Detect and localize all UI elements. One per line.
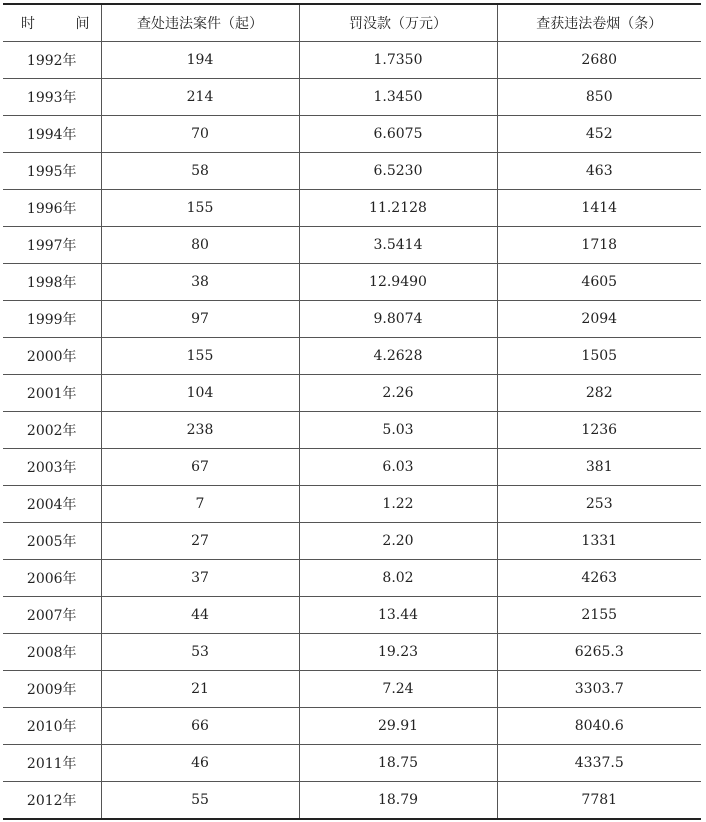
cell-year: 1999年 [3,301,101,338]
table-row [3,190,701,227]
table-row [3,708,701,745]
table-row [3,338,701,375]
cell-cases: 37 [101,560,299,597]
table-row [3,486,701,523]
cell-year: 2004年 [3,486,101,523]
cell-cigarettes: 1414 [497,190,701,227]
cell-fines: 5.03 [299,412,497,449]
cell-fines: 18.79 [299,782,497,820]
cell-year: 1996年 [3,190,101,227]
cell-cases: 80 [101,227,299,264]
cell-fines: 7.24 [299,671,497,708]
cell-year: 1997年 [3,227,101,264]
table-row [3,375,701,412]
table-row [3,634,701,671]
cell-cigarettes: 850 [497,79,701,116]
cell-fines: 6.5230 [299,153,497,190]
cell-cigarettes: 6265.3 [497,634,701,671]
table-row [3,597,701,634]
cell-cases: 104 [101,375,299,412]
cell-fines: 13.44 [299,597,497,634]
table-row [3,264,701,301]
cell-cigarettes: 3303.7 [497,671,701,708]
cell-cigarettes: 2155 [497,597,701,634]
cell-year: 2005年 [3,523,101,560]
table-header-row [3,4,701,42]
cell-fines: 12.9490 [299,264,497,301]
enforcement-statistics-table [3,3,701,820]
cell-cigarettes: 1236 [497,412,701,449]
cell-year: 2000年 [3,338,101,375]
cell-cases: 70 [101,116,299,153]
cell-fines: 11.2128 [299,190,497,227]
cell-year: 2007年 [3,597,101,634]
cell-fines: 29.91 [299,708,497,745]
cell-cases: 21 [101,671,299,708]
cell-cases: 38 [101,264,299,301]
header-cigarettes: 查获违法卷烟（条） [497,4,701,42]
header-cases: 查处违法案件（起） [101,4,299,42]
cell-cigarettes: 253 [497,486,701,523]
cell-year: 1993年 [3,79,101,116]
cell-year: 2006年 [3,560,101,597]
cell-cigarettes: 4605 [497,264,701,301]
cell-cases: 53 [101,634,299,671]
table-row [3,671,701,708]
header-time: 时 间 [3,4,101,42]
table-row [3,449,701,486]
cell-fines: 1.7350 [299,42,497,79]
cell-year: 2001年 [3,375,101,412]
cell-cases: 58 [101,153,299,190]
cell-year: 1992年 [3,42,101,79]
cell-cases: 27 [101,523,299,560]
cell-cases: 55 [101,782,299,820]
cell-cases: 44 [101,597,299,634]
cell-year: 1995年 [3,153,101,190]
cell-fines: 1.22 [299,486,497,523]
cell-cases: 155 [101,338,299,375]
cell-cigarettes: 7781 [497,782,701,820]
table-row [3,412,701,449]
cell-fines: 8.02 [299,560,497,597]
cell-cigarettes: 2094 [497,301,701,338]
cell-cases: 67 [101,449,299,486]
table-row [3,153,701,190]
cell-fines: 6.6075 [299,116,497,153]
cell-year: 2003年 [3,449,101,486]
cell-cases: 214 [101,79,299,116]
table-row [3,560,701,597]
table-row [3,523,701,560]
cell-year: 2010年 [3,708,101,745]
cell-fines: 9.8074 [299,301,497,338]
cell-cigarettes: 4263 [497,560,701,597]
cell-year: 2009年 [3,671,101,708]
cell-fines: 1.3450 [299,79,497,116]
cell-cases: 194 [101,42,299,79]
cell-fines: 4.2628 [299,338,497,375]
cell-cigarettes: 1718 [497,227,701,264]
table-row [3,42,701,79]
cell-year: 1998年 [3,264,101,301]
cell-year: 2012年 [3,782,101,820]
cell-fines: 2.20 [299,523,497,560]
cell-cigarettes: 463 [497,153,701,190]
cell-fines: 18.75 [299,745,497,782]
cell-cigarettes: 2680 [497,42,701,79]
cell-cigarettes: 1331 [497,523,701,560]
cell-year: 2008年 [3,634,101,671]
cell-cigarettes: 4337.5 [497,745,701,782]
cell-cases: 97 [101,301,299,338]
cell-cigarettes: 381 [497,449,701,486]
cell-cases: 238 [101,412,299,449]
header-fines: 罚没款（万元） [299,4,497,42]
cell-cases: 7 [101,486,299,523]
table-row [3,227,701,264]
table-row [3,116,701,153]
table-row [3,782,701,820]
cell-cases: 66 [101,708,299,745]
cell-cigarettes: 452 [497,116,701,153]
table-row [3,301,701,338]
table-row [3,79,701,116]
cell-fines: 19.23 [299,634,497,671]
cell-cigarettes: 8040.6 [497,708,701,745]
cell-fines: 3.5414 [299,227,497,264]
cell-cases: 46 [101,745,299,782]
cell-year: 1994年 [3,116,101,153]
cell-fines: 6.03 [299,449,497,486]
table-row [3,745,701,782]
cell-year: 2002年 [3,412,101,449]
cell-cigarettes: 1505 [497,338,701,375]
cell-cases: 155 [101,190,299,227]
cell-fines: 2.26 [299,375,497,412]
statistics-table-container [3,3,701,820]
cell-cigarettes: 282 [497,375,701,412]
cell-year: 2011年 [3,745,101,782]
